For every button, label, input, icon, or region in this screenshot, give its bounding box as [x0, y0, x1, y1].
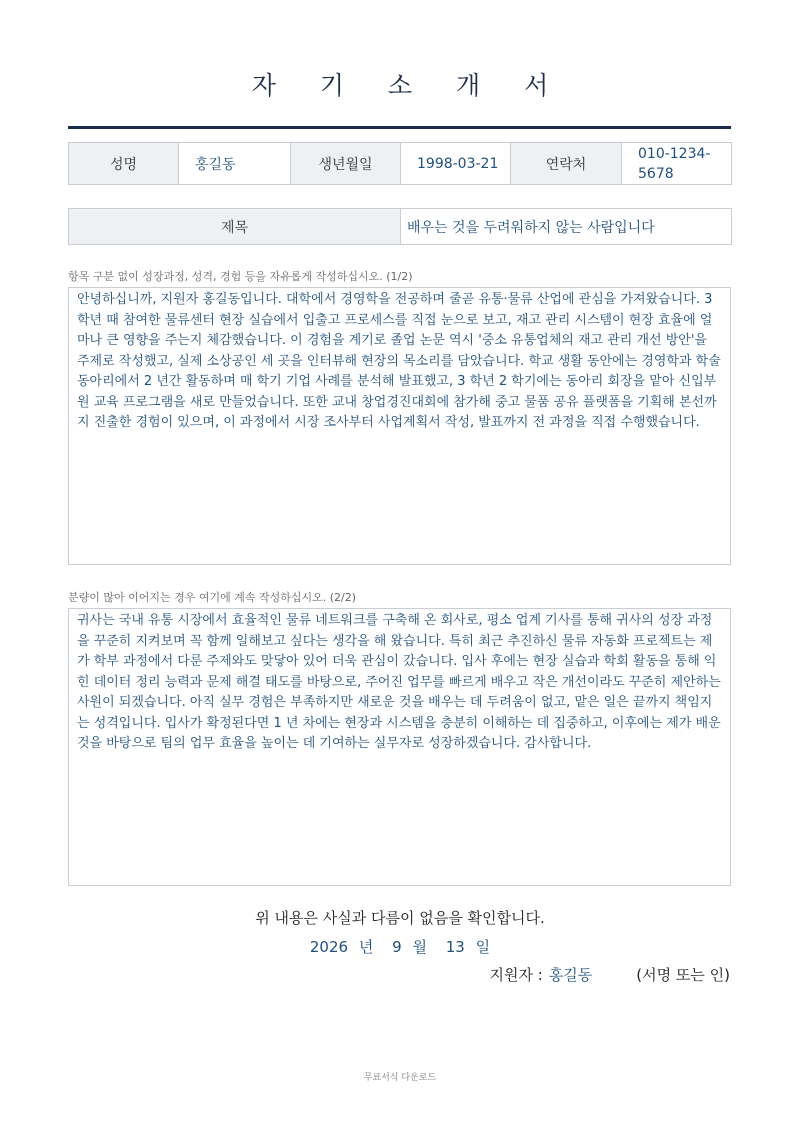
date-month: 9 — [392, 938, 402, 956]
phone-value-line-2: 5678 — [638, 165, 674, 182]
subject-label: 제목 — [69, 209, 401, 245]
phone-label: 연락처 — [511, 143, 622, 185]
applicant-info-table — [68, 142, 732, 185]
signature-label: 지원자 : — [489, 966, 543, 984]
footer-text: 무료서식 다운로드 — [363, 1073, 437, 1083]
phone-value — [622, 143, 732, 185]
title-divider — [68, 126, 731, 129]
date-year: 2026 — [309, 938, 349, 956]
date-day: 13 — [445, 938, 465, 956]
birth-value: 1998-03-21 — [401, 143, 511, 185]
date-year-unit: 년 — [358, 938, 374, 956]
section1-hint: 항목 구분 없이 성장과정, 성격, 경험 등을 자유롭게 작성하십시오. (1/2) — [68, 270, 413, 283]
section1-text: 안녕하십니까, 지원자 홍길동입니다. 대학에서 경영학을 전공하며 줄곧 유통·물류 산업에 관심을 가져왔습니다. 3학년 때 참여한 물류센터 현장 실습에서 입출고 프로세스를 직접 눈으로 보고, 재고 관리 시스템이 현장 효율에 얼마나 큰 영향을 주는지 체감했습니다. 이 경험을 계기로 졸업 논문 역시 '중소 유통업체의 재고 관리 개선 방안'을 주제로 작성했고, 실제 소상공인 세 곳을 인터뷰해 현장의 목소리를 담았습니다. 학교 생활 동안에는 경영학과 학술동아리에서 2 년간 활동하며 매 학기 기업 사례를 분석해 발표했고, 3 학년 2 학기에는 동아리 회장을 맡아 신입부원 교육 프로그램을 새로 만들었습니다. 또한 교내 창업경진대회에 참가해 중고 물품 공유 플랫폼을 기획해 본선까지 진출한 경험이 있으며, 이 과정에서 시장 조사부터 사업계획서 작성, 발표까지 전 과정을 직접 수행했습니다. — [68, 287, 731, 565]
name-label: 성명 — [69, 143, 179, 185]
signature-line — [490, 964, 730, 985]
subject-table — [68, 208, 732, 245]
confirmation-statement: 위 내용은 사실과 다름이 없음을 확인합니다. — [255, 909, 545, 927]
date-day-unit: 일 — [475, 938, 491, 956]
name-value: 홍길동 — [179, 143, 291, 185]
phone-value-line-1: 010-1234- — [638, 145, 711, 162]
signature-name: 홍길동 — [548, 966, 593, 984]
section2-text: 귀사는 국내 유통 시장에서 효율적인 물류 네트워크를 구축해 온 회사로, 평소 업계 기사를 통해 귀사의 성장 과정을 꾸준히 지켜보며 꼭 함께 일해보고 싶다는 생각을 해 왔습니다. 특히 최근 추진하신 물류 자동화 프로젝트는 제가 학부 과정에서 다룬 주제와도 맞닿아 있어 더욱 관심이 갔습니다. 입사 후에는 현장 실습과 학회 활동을 통해 익힌 데이터 정리 능력과 문제 해결 태도를 바탕으로, 주어진 업무를 빠르게 배우고 작은 개선이라도 꾸준히 제안하는 사원이 되겠습니다. 아직 실무 경험은 부족하지만 새로운 것을 배우는 데 두려움이 없고, 맡은 일은 끝까지 책임지는 성격입니다. 입사가 확정된다면 1 년 차에는 현장과 시스템을 충분히 이해하는 데 집중하고, 이후에는 제가 배운 것을 바탕으로 팀의 업무 효율을 높이는 데 기여하는 실무자로 성장하겠습니다. 감사합니다. — [68, 608, 731, 886]
subject-value: 배우는 것을 두려워하지 않는 사람입니다 — [401, 209, 732, 245]
document-title: 자 기 소 개 서 — [251, 71, 567, 100]
birth-label: 생년월일 — [291, 143, 401, 185]
section2-hint: 분량이 많아 이어지는 경우 여기에 계속 작성하십시오. (2/2) — [68, 591, 357, 604]
signature-note: (서명 또는 인) — [636, 966, 730, 984]
signature-date — [0, 936, 800, 957]
date-month-unit: 월 — [412, 938, 427, 956]
